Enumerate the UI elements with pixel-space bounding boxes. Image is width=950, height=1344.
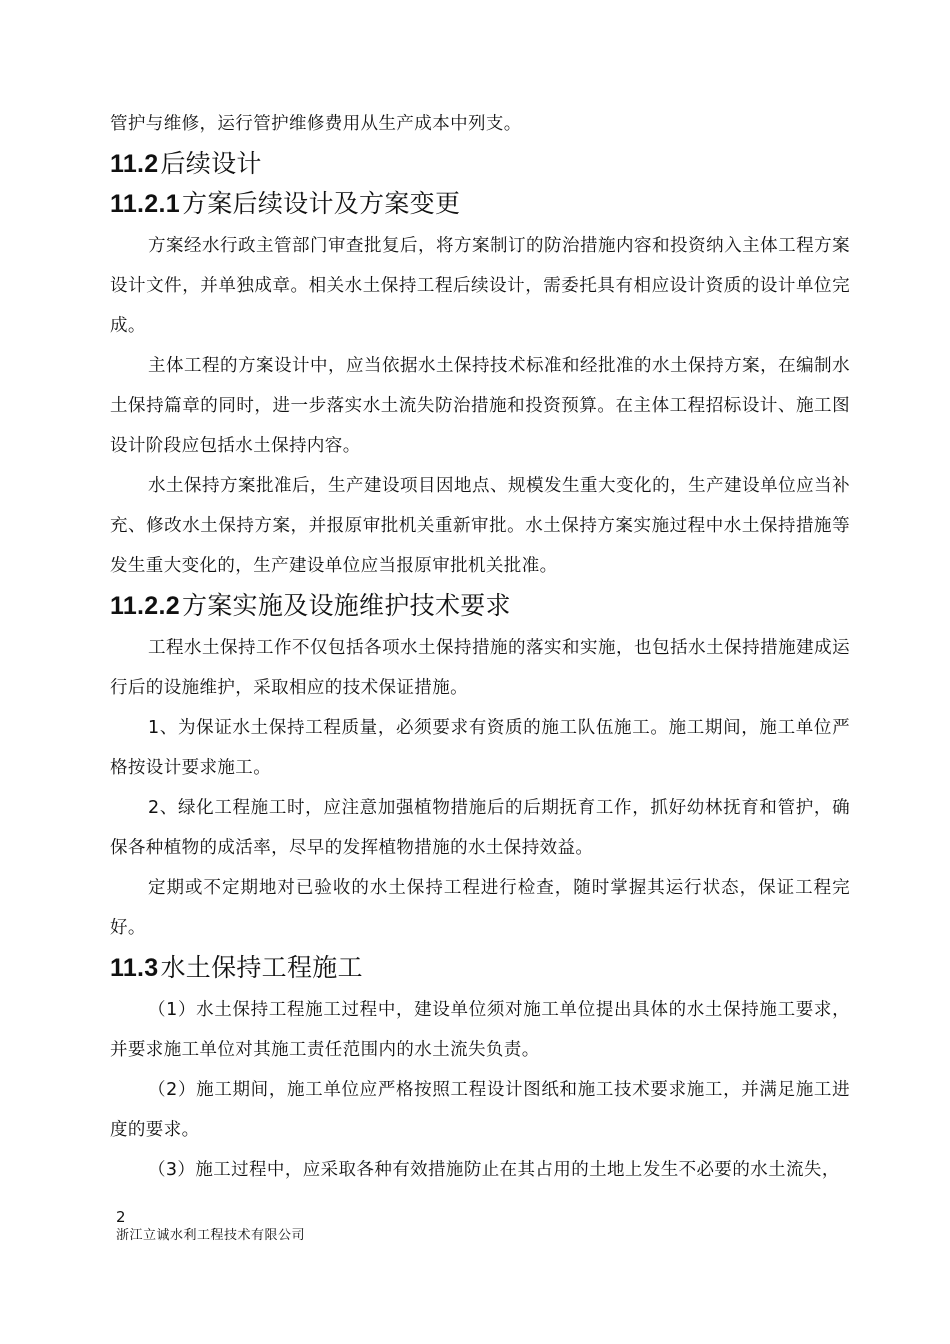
heading-text: 方案实施及设施维护技术要求 [181,591,511,620]
heading-text: 水土保持工程施工 [160,953,363,982]
paragraph: 主体工程的方案设计中，应当依据水土保持技术标准和经批准的水土保持方案，在编制水土保持篇章的同时，进一步落实水土流失防治措施和投资预算。在主体工程招标设计、施工图设计阶段应包括水土保持内容。 [110,356,850,456]
heading-11-2-1 [110,186,850,222]
paragraph: （2）施工期间，施工单位应严格按照工程设计图纸和施工技术要求施工，并满足施工进度的要求。 [110,1080,850,1140]
company-name: 浙江立诚水利工程技术有限公司 [116,1228,306,1243]
paragraph: 1、为保证水土保持工程质量，必须要求有资质的施工队伍施工。施工期间，施工单位严格按设计要求施工。 [110,718,850,778]
heading-number: 11.2.2 [110,592,180,620]
paragraph: 工程水土保持工作不仅包括各项水土保持措施的落实和实施，也包括水土保持措施建成运行后的设施维护，采取相应的技术保证措施。 [110,638,850,698]
heading-11-2-2 [110,588,850,624]
heading-number: 11.2.1 [110,190,180,218]
page-footer [116,1208,305,1246]
heading-11-3 [110,950,850,986]
heading-number: 11.2 [110,150,159,178]
heading-number: 11.3 [110,954,159,982]
page-number: 2 [116,1208,126,1226]
heading-11-2 [110,146,850,182]
paragraph: 定期或不定期地对已验收的水土保持工程进行检查，随时掌握其运行状态，保证工程完好。 [110,878,850,938]
paragraph: 2、绿化工程施工时，应注意加强植物措施后的后期抚育工作，抓好幼林抚育和管护，确保各种植物的成活率，尽早的发挥植物措施的水土保持效益。 [110,798,850,858]
paragraph: 水土保持方案批准后，生产建设项目因地点、规模发生重大变化的，生产建设单位应当补充、修改水土保持方案，并报原审批机关重新审批。水土保持方案实施过程中水土保持措施等发生重大变化的，生产建设单位应当报原审批机关批准。 [110,476,850,576]
paragraph: 方案经水行政主管部门审查批复后，将方案制订的防治措施内容和投资纳入主体工程方案设计文件，并单独成章。相关水土保持工程后续设计，需委托具有相应设计资质的设计单位完成。 [110,236,850,336]
paragraph: （1）水土保持工程施工过程中，建设单位须对施工单位提出具体的水土保持施工要求，并要求施工单位对其施工责任范围内的水土流失负责。 [110,1000,850,1060]
paragraph: （3）施工过程中，应采取各种有效措施防止在其占用的土地上发生不必要的水土流失， [148,1160,840,1180]
heading-text: 后续设计 [160,149,262,178]
heading-text: 方案后续设计及方案变更 [181,189,461,218]
document-page [110,104,850,1190]
paragraph-continuation: 管护与维修，运行管护维修费用从生产成本中列支。 [110,114,522,134]
